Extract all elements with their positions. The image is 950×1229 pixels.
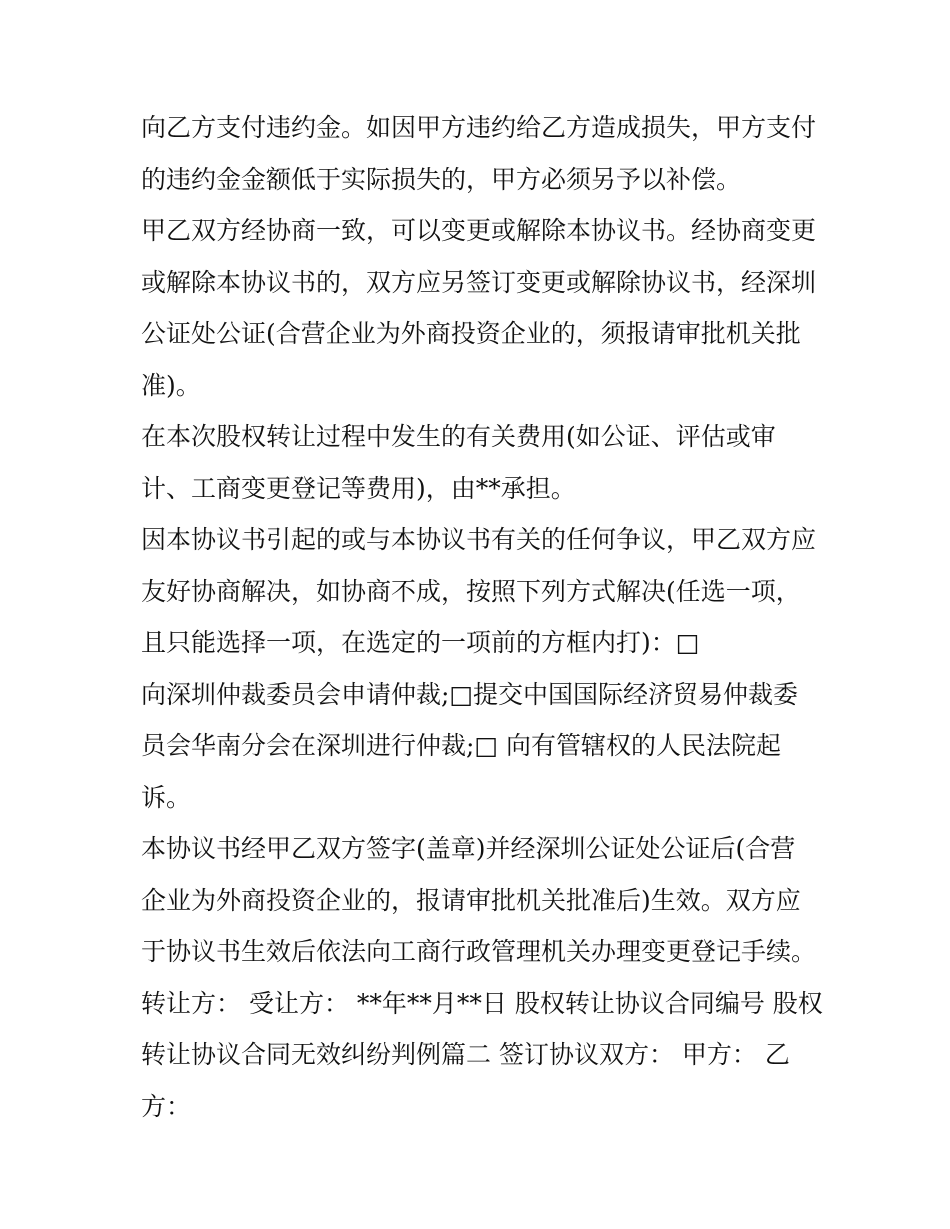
- text-line: 甲乙双方经协商一致，可以变更或解除本协议书。经协商变更: [141, 216, 817, 245]
- text-line: 企业为外商投资企业的，报请审批机关批准后)生效。双方应: [141, 885, 801, 915]
- text-line: 转让协议合同无效纠纷判例篇二 签订协议双方： 甲方： 乙: [141, 1040, 790, 1069]
- text-line: 诉。: [141, 782, 192, 812]
- paragraph-effectiveness: [141, 823, 821, 1132]
- text-line: 方：: [141, 1091, 192, 1121]
- text-line: 或解除本协议书的，双方应另签订变更或解除协议书，经深圳: [141, 267, 817, 297]
- text-line: 向深圳仲裁委员会申请仲裁;□提交中国国际经济贸易仲裁委: [141, 679, 799, 709]
- document-body: [141, 102, 821, 1132]
- text-line: 向乙方支付违约金。如因甲方违约给乙方造成损失，甲方支付: [141, 113, 817, 142]
- text-line: 公证处公证(合营企业为外商投资企业的，须报请审批机关批: [141, 319, 801, 348]
- text-line: 且只能选择一项，在选定的一项前的方框内打)：□: [141, 628, 700, 657]
- paragraph-dispute: [141, 514, 821, 823]
- paragraph-amendment: [141, 205, 821, 411]
- text-line: 员会华南分会在深圳进行仲裁;□ 向有管辖权的人民法院起: [141, 731, 781, 760]
- text-line: 准)。: [141, 370, 201, 400]
- text-line: 计、工商变更登记等费用)，由**承担。: [141, 473, 576, 503]
- text-line: 因本协议书引起的或与本协议书有关的任何争议，甲乙双方应: [141, 525, 817, 554]
- text-line: 在本次股权转让过程中发生的有关费用(如公证、评估或审: [141, 422, 776, 451]
- text-line: 本协议书经甲乙双方签字(盖章)并经深圳公证处公证后(合营: [141, 834, 796, 863]
- text-line: 的违约金金额低于实际损失的，甲方必须另予以补偿。: [141, 164, 742, 194]
- text-line: 于协议书生效后依法向工商行政管理机关办理变更登记手续。: [141, 937, 817, 966]
- paragraph-fees: [141, 411, 821, 514]
- text-line: 友好协商解决，如协商不成，按照下列方式解决(任选一项，: [141, 576, 801, 606]
- text-line: 转让方： 受让方： **年**月**日 股权转让协议合同编号 股权: [141, 988, 823, 1018]
- paragraph-penalty: [141, 102, 821, 205]
